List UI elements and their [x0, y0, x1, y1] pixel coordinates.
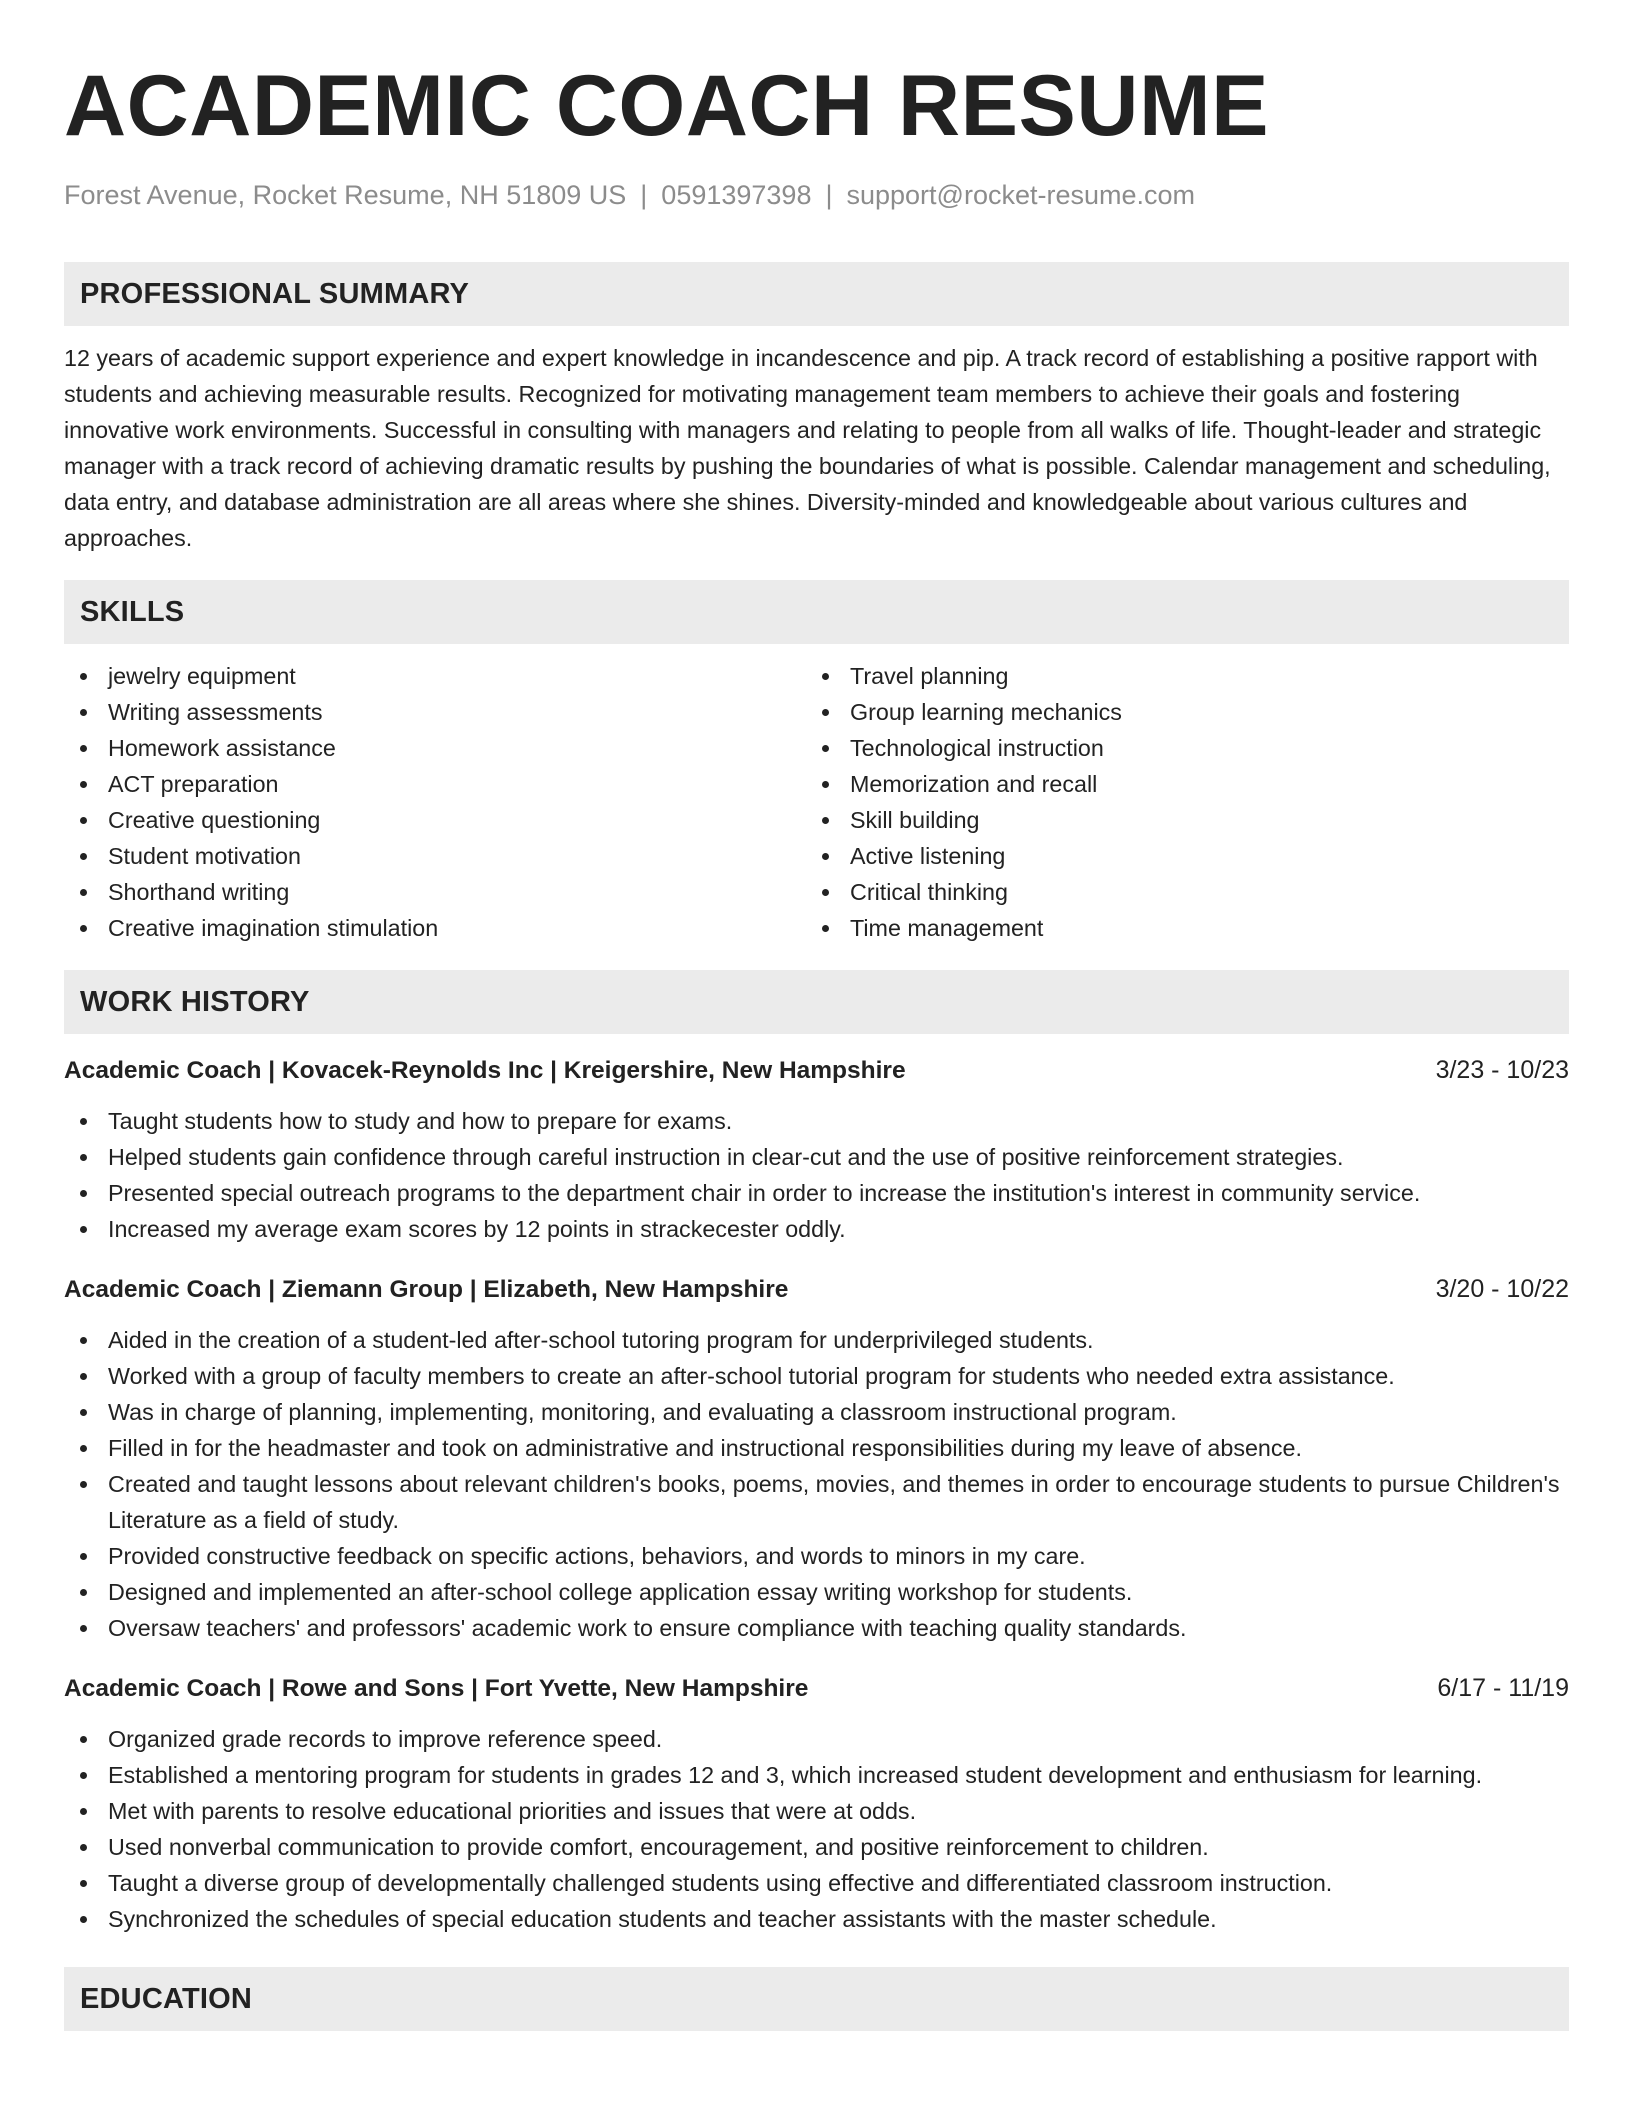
skill-item: Active listening: [806, 838, 1548, 874]
duty-item: Increased my average exam scores by 12 points in strackecester oddly.: [64, 1211, 1569, 1247]
job-title: Academic Coach | Rowe and Sons | Fort Yvette, New Hampshire: [64, 1675, 809, 1702]
skill-item: Skill building: [806, 802, 1548, 838]
skills-column-left: [64, 658, 806, 946]
skill-item: Time management: [806, 910, 1548, 946]
job-entry: [64, 1052, 1569, 1247]
job-dates: 3/23 - 10/23: [1435, 1056, 1569, 1084]
job-dates: 6/17 - 11/19: [1437, 1674, 1569, 1702]
duty-item: Taught a diverse group of developmentally challenged students using effective and differentiated classroom instruction.: [64, 1865, 1569, 1901]
skill-item: Critical thinking: [806, 874, 1548, 910]
duty-item: Filled in for the headmaster and took on administrative and instructional responsibilities during my leave of absence.: [64, 1430, 1569, 1466]
skill-item: jewelry equipment: [64, 658, 806, 694]
skill-item: Group learning mechanics: [806, 694, 1548, 730]
duty-item: Oversaw teachers' and professors' academic work to ensure compliance with teaching quality standards.: [64, 1610, 1569, 1646]
job-header: [64, 1670, 1569, 1707]
contact-separator: |: [640, 180, 648, 210]
job-title: Academic Coach | Kovacek-Reynolds Inc | Kreigershire, New Hampshire: [64, 1057, 906, 1084]
summary-text: 12 years of academic support experience and expert knowledge in incandescence and pip. A track record of establishing a positive rapport with students and achieving measurable results. Recognized for motivating management team members to achieve their goals and fostering innovative work environments. Successful in consulting with managers and relating to people from all walks of life. Thought-leader and strategic manager with a track record of achieving dramatic results by pushing the boundaries of what is possible. Calendar management and scheduling, data entry, and database administration are all areas where she shines. Diversity-minded and knowledgeable about various cultures and approaches.: [64, 345, 1551, 551]
duty-item: Provided constructive feedback on specific actions, behaviors, and words to minors in my care.: [64, 1538, 1569, 1574]
contact-email: support@rocket-resume.com: [846, 180, 1196, 210]
job-entry: [64, 1271, 1569, 1646]
skill-item: Memorization and recall: [806, 766, 1548, 802]
duty-item: Helped students gain confidence through careful instruction in clear-cut and the use of positive reinforcement strategies.: [64, 1139, 1569, 1175]
job-entry: [64, 1670, 1569, 1937]
skill-item: Student motivation: [64, 838, 806, 874]
job-duties: [64, 1721, 1569, 1937]
duty-item: Established a mentoring program for students in grades 12 and 3, which increased student development and enthusiasm for learning.: [64, 1757, 1569, 1793]
duty-item: Met with parents to resolve educational priorities and issues that were at odds.: [64, 1793, 1569, 1829]
skill-item: Travel planning: [806, 658, 1548, 694]
contact-separator: |: [825, 180, 833, 210]
skill-item: Shorthand writing: [64, 874, 806, 910]
contact-line: [64, 178, 1569, 212]
duty-item: Organized grade records to improve reference speed.: [64, 1721, 1569, 1757]
contact-address: Forest Avenue, Rocket Resume, NH 51809 US: [64, 180, 627, 210]
skill-item: Creative imagination stimulation: [64, 910, 806, 946]
skill-item: Technological instruction: [806, 730, 1548, 766]
skill-item: Writing assessments: [64, 694, 806, 730]
skill-item: ACT preparation: [64, 766, 806, 802]
education-heading: EDUCATION: [64, 1967, 1569, 2031]
skills-column-right: [806, 658, 1548, 946]
skill-item: Homework assistance: [64, 730, 806, 766]
duty-item: Was in charge of planning, implementing, monitoring, and evaluating a classroom instructional program.: [64, 1394, 1569, 1430]
duty-item: Presented special outreach programs to the department chair in order to increase the institution's interest in community service.: [64, 1175, 1569, 1211]
job-header: [64, 1052, 1569, 1089]
job-header: [64, 1271, 1569, 1308]
job-title: Academic Coach | Ziemann Group | Elizabeth, New Hampshire: [64, 1276, 789, 1303]
job-duties: [64, 1103, 1569, 1247]
skills-heading: SKILLS: [64, 580, 1569, 644]
resume-title: ACADEMIC COACH RESUME: [64, 58, 1269, 154]
duty-item: Created and taught lessons about relevant children's books, poems, movies, and themes in order to encourage students to pursue Children's Literature as a field of study.: [64, 1466, 1569, 1538]
job-dates: 3/20 - 10/22: [1435, 1275, 1569, 1303]
duty-item: Used nonverbal communication to provide comfort, encouragement, and positive reinforcement to children.: [64, 1829, 1569, 1865]
duty-item: Taught students how to study and how to prepare for exams.: [64, 1103, 1569, 1139]
skills-list: [64, 658, 1569, 946]
contact-phone: 0591397398: [661, 180, 812, 210]
duty-item: Synchronized the schedules of special education students and teacher assistants with the master schedule.: [64, 1901, 1569, 1937]
work-history-heading: WORK HISTORY: [64, 970, 1569, 1034]
summary-heading: PROFESSIONAL SUMMARY: [64, 262, 1569, 326]
duty-item: Designed and implemented an after-school college application essay writing workshop for students.: [64, 1574, 1569, 1610]
duty-item: Worked with a group of faculty members to create an after-school tutorial program for students who needed extra assistance.: [64, 1358, 1569, 1394]
skill-item: Creative questioning: [64, 802, 806, 838]
duty-item: Aided in the creation of a student-led after-school tutoring program for underprivileged students.: [64, 1322, 1569, 1358]
job-duties: [64, 1322, 1569, 1646]
